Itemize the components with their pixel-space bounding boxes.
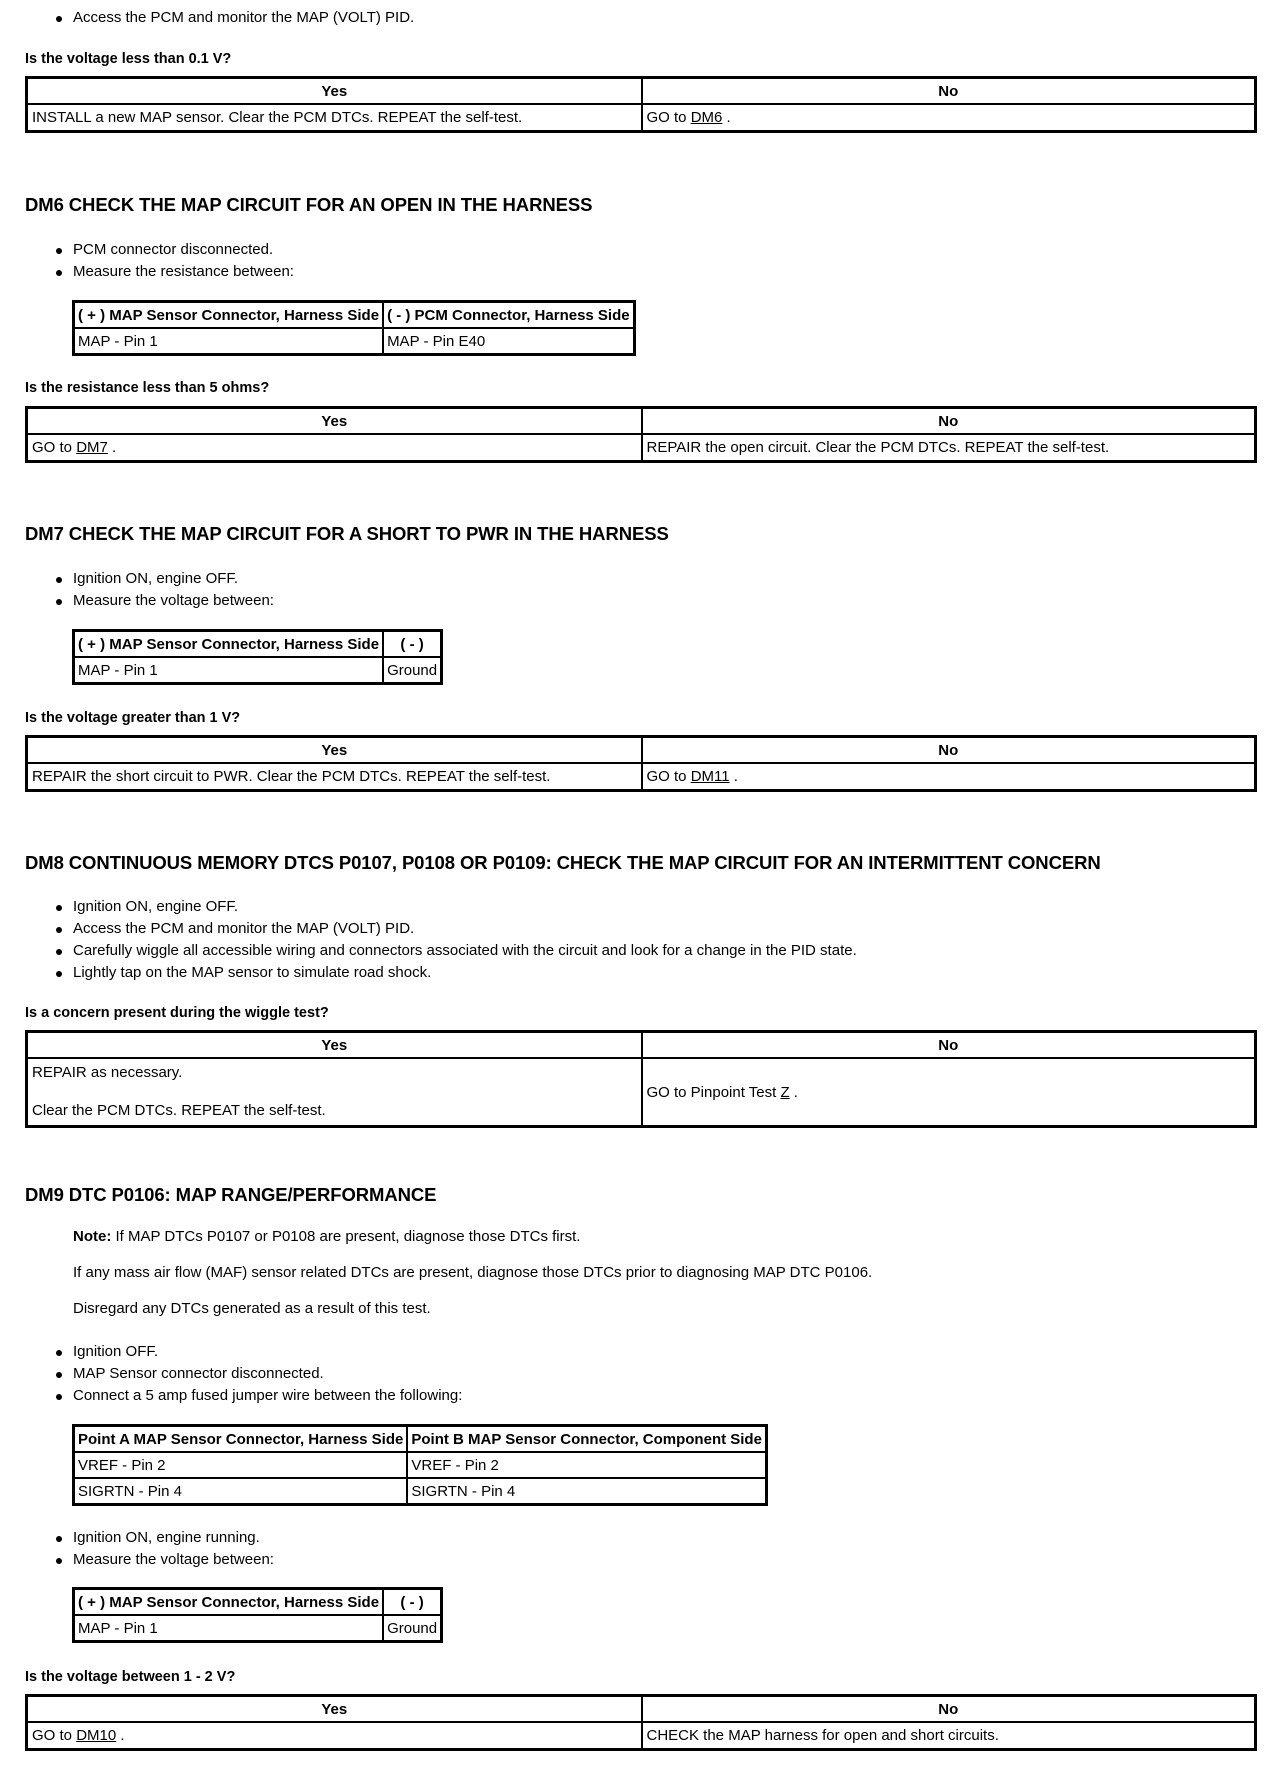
dm9-voltage-table (72, 1587, 443, 1643)
question-wiggle-test: Is a concern present during the wiggle test? (25, 1005, 329, 1021)
yes-cell: INSTALL a new MAP sensor. Clear the PCM DTCs. REPEAT the self-test. (27, 104, 642, 132)
list-item (73, 7, 414, 29)
yes-no-table-dm5 (25, 76, 1257, 133)
yes-no-table-dm8 (25, 1030, 1257, 1128)
bullet-text: Measure the voltage between: (73, 1551, 274, 1568)
yes-suffix: . (107, 439, 117, 456)
table-row (74, 1615, 442, 1642)
bullet-text: Connect a 5 amp fused jumper wire between the following: (73, 1387, 463, 1404)
yes-no-table-dm6 (25, 406, 1257, 463)
table-header-row (27, 78, 1256, 105)
dm7-voltage-table (72, 629, 443, 685)
yes-line: Clear the PCM DTCs. REPEAT the self-test. (32, 1102, 326, 1119)
no-cell (642, 1058, 1256, 1127)
no-cell: CHECK the MAP harness for open and short circuits. (642, 1722, 1256, 1750)
yes-cell: REPAIR the short circuit to PWR. Clear the PCM DTCs. REPEAT the self-test. (27, 763, 642, 791)
table-header-row (27, 1032, 1256, 1059)
table-row (27, 1722, 1256, 1750)
bullet-text: Ignition OFF. (73, 1343, 159, 1360)
yes-header: Yes (27, 737, 642, 764)
list-item (73, 1363, 462, 1385)
list-item (73, 239, 294, 261)
no-header: No (642, 1696, 1256, 1723)
table-cell: MAP - Pin 1 (74, 1615, 384, 1642)
link-pinpoint-test-z[interactable]: Z (780, 1083, 790, 1101)
question-voltage-greater-1: Is the voltage greater than 1 V? (25, 710, 241, 726)
table-header-row (74, 1589, 442, 1616)
no-prefix: GO to Pinpoint Test (646, 1083, 781, 1101)
table-cell: MAP - Pin 1 (74, 328, 384, 355)
yes-cell (27, 434, 642, 462)
yes-header: Yes (27, 408, 642, 435)
bullet-text: Access the PCM and monitor the MAP (VOLT) PID. (73, 920, 415, 937)
bullet-icon (56, 577, 62, 583)
bullet-text: Measure the voltage between: (73, 592, 274, 609)
bullet-icon (56, 905, 62, 911)
table-row (27, 434, 1256, 462)
no-suffix: . (729, 768, 738, 785)
table-cell: SIGRTN - Pin 4 (74, 1478, 408, 1505)
table-cell: MAP - Pin E40 (383, 328, 634, 355)
dm9-bullet-list-1 (0, 1341, 462, 1407)
column-header: Point A MAP Sensor Connector, Harness Side (74, 1426, 408, 1453)
link-dm7[interactable]: DM7 (76, 439, 108, 456)
table-header-row (74, 631, 442, 658)
yes-prefix: GO to (32, 1727, 77, 1744)
no-header: No (642, 1032, 1256, 1059)
yes-no-table-dm7 (25, 735, 1257, 792)
note-text: If MAP DTCs P0107 or P0108 are present, diagnose those DTCs first. (111, 1228, 581, 1245)
list-item (73, 918, 857, 940)
bullet-icon (56, 927, 62, 933)
bullet-text: Access the PCM and monitor the MAP (VOLT) PID. (73, 9, 415, 26)
yes-line: REPAIR as necessary. (32, 1064, 183, 1081)
no-cell: REPAIR the open circuit. Clear the PCM DTCs. REPEAT the self-test. (642, 434, 1256, 462)
list-item (73, 896, 857, 918)
table-row (74, 328, 635, 355)
dm9-bullet-list-2 (0, 1527, 274, 1571)
table-row (74, 657, 442, 684)
table-cell: VREF - Pin 2 (407, 1452, 766, 1478)
heading-dm6: DM6 CHECK THE MAP CIRCUIT FOR AN OPEN IN THE HARNESS (25, 194, 593, 215)
list-item (73, 940, 857, 962)
column-header: ( - ) (383, 631, 442, 658)
no-header: No (642, 737, 1256, 764)
note-maf: If any mass air flow (MAF) sensor related DTCs are present, diagnose those DTCs prior to diagnosing MAP DTC P0106. (73, 1264, 873, 1281)
list-item (73, 962, 857, 984)
table-header-row (27, 408, 1256, 435)
heading-dm7: DM7 CHECK THE MAP CIRCUIT FOR A SHORT TO PWR IN THE HARNESS (25, 523, 669, 544)
column-header: ( + ) MAP Sensor Connector, Harness Side (74, 302, 384, 329)
bullet-text: Carefully wiggle all accessible wiring and connectors associated with the circuit and look for a change in the PID state. (73, 942, 857, 959)
bullet-icon (56, 1558, 62, 1564)
table-header-row (27, 737, 1256, 764)
bullet-icon (56, 949, 62, 955)
no-header: No (642, 78, 1256, 105)
table-header-row (74, 302, 635, 329)
column-header: ( - ) PCM Connector, Harness Side (383, 302, 634, 329)
heading-dm9: DM9 DTC P0106: MAP RANGE/PERFORMANCE (25, 1184, 437, 1205)
yes-header: Yes (27, 78, 642, 105)
bullet-icon (56, 16, 62, 22)
list-item (73, 261, 294, 283)
question-resistance: Is the resistance less than 5 ohms? (25, 380, 270, 396)
yes-cell (27, 1058, 642, 1127)
question-voltage-less-0-1: Is the voltage less than 0.1 V? (25, 51, 232, 67)
bullet-icon (56, 971, 62, 977)
table-cell: Ground (383, 657, 442, 684)
link-dm11[interactable]: DM11 (690, 768, 730, 785)
table-cell: MAP - Pin 1 (74, 657, 384, 684)
list-item (73, 1549, 274, 1571)
dm7-bullet-list (0, 568, 274, 612)
list-item (73, 1341, 462, 1363)
table-row (27, 763, 1256, 791)
no-header: No (642, 408, 1256, 435)
bullet-text: MAP Sensor connector disconnected. (73, 1365, 324, 1382)
dm8-bullet-list (0, 896, 857, 984)
table-row (27, 104, 1256, 132)
yes-no-table-dm9 (25, 1694, 1257, 1751)
column-header: ( - ) (383, 1589, 442, 1616)
table-row (27, 1058, 1256, 1127)
bullet-text: Lightly tap on the MAP sensor to simulate road shock. (73, 964, 432, 981)
list-item (73, 1527, 274, 1549)
bullet-icon (56, 1536, 62, 1542)
no-suffix: . (722, 109, 731, 126)
no-cell (642, 763, 1256, 791)
no-suffix: . (789, 1083, 798, 1101)
list-item (73, 568, 274, 590)
bullet-icon (56, 270, 62, 276)
column-header: ( + ) MAP Sensor Connector, Harness Side (74, 1589, 384, 1616)
yes-prefix: GO to (32, 439, 77, 456)
table-header-row (27, 1696, 1256, 1723)
no-prefix: GO to (646, 768, 691, 785)
table-row (74, 1452, 767, 1478)
bullet-text: Ignition ON, engine OFF. (73, 570, 239, 587)
dm9-jumper-table (72, 1424, 768, 1506)
heading-dm8: DM8 CONTINUOUS MEMORY DTCS P0107, P0108 OR P0109: CHECK THE MAP CIRCUIT FOR AN INTERMITTENT CONCERN (25, 852, 1101, 873)
bullet-text: Ignition ON, engine running. (73, 1529, 260, 1546)
note-label: Note: (73, 1228, 112, 1245)
column-header: ( + ) MAP Sensor Connector, Harness Side (74, 631, 384, 658)
dm6-resistance-table (72, 300, 636, 356)
bullet-icon (56, 1372, 62, 1378)
yes-suffix: . (116, 1727, 125, 1744)
no-prefix: GO to (646, 109, 691, 126)
link-dm6[interactable]: DM6 (690, 109, 723, 126)
no-cell (642, 104, 1256, 132)
link-dm10[interactable]: DM10 (76, 1727, 117, 1744)
dm6-bullet-list (0, 239, 294, 283)
table-cell: Ground (383, 1615, 442, 1642)
yes-header: Yes (27, 1696, 642, 1723)
bullet-text: PCM connector disconnected. (73, 241, 274, 258)
bullet-icon (56, 248, 62, 254)
table-cell: SIGRTN - Pin 4 (407, 1478, 766, 1505)
table-row (74, 1478, 767, 1505)
list-item (73, 590, 274, 612)
note (73, 1228, 580, 1246)
bullet-icon (56, 1350, 62, 1356)
table-header-row (74, 1426, 767, 1453)
yes-cell (27, 1722, 642, 1750)
top-bullet-list (0, 7, 414, 29)
table-cell: VREF - Pin 2 (74, 1452, 408, 1478)
bullet-text: Measure the resistance between: (73, 263, 294, 280)
yes-header: Yes (27, 1032, 642, 1059)
column-header: Point B MAP Sensor Connector, Component Side (407, 1426, 766, 1453)
question-voltage-between: Is the voltage between 1 - 2 V? (25, 1669, 236, 1685)
list-item (73, 1385, 462, 1407)
bullet-icon (56, 1394, 62, 1400)
note-disregard: Disregard any DTCs generated as a result of this test. (73, 1300, 431, 1317)
bullet-text: Ignition ON, engine OFF. (73, 898, 239, 915)
bullet-icon (56, 599, 62, 605)
